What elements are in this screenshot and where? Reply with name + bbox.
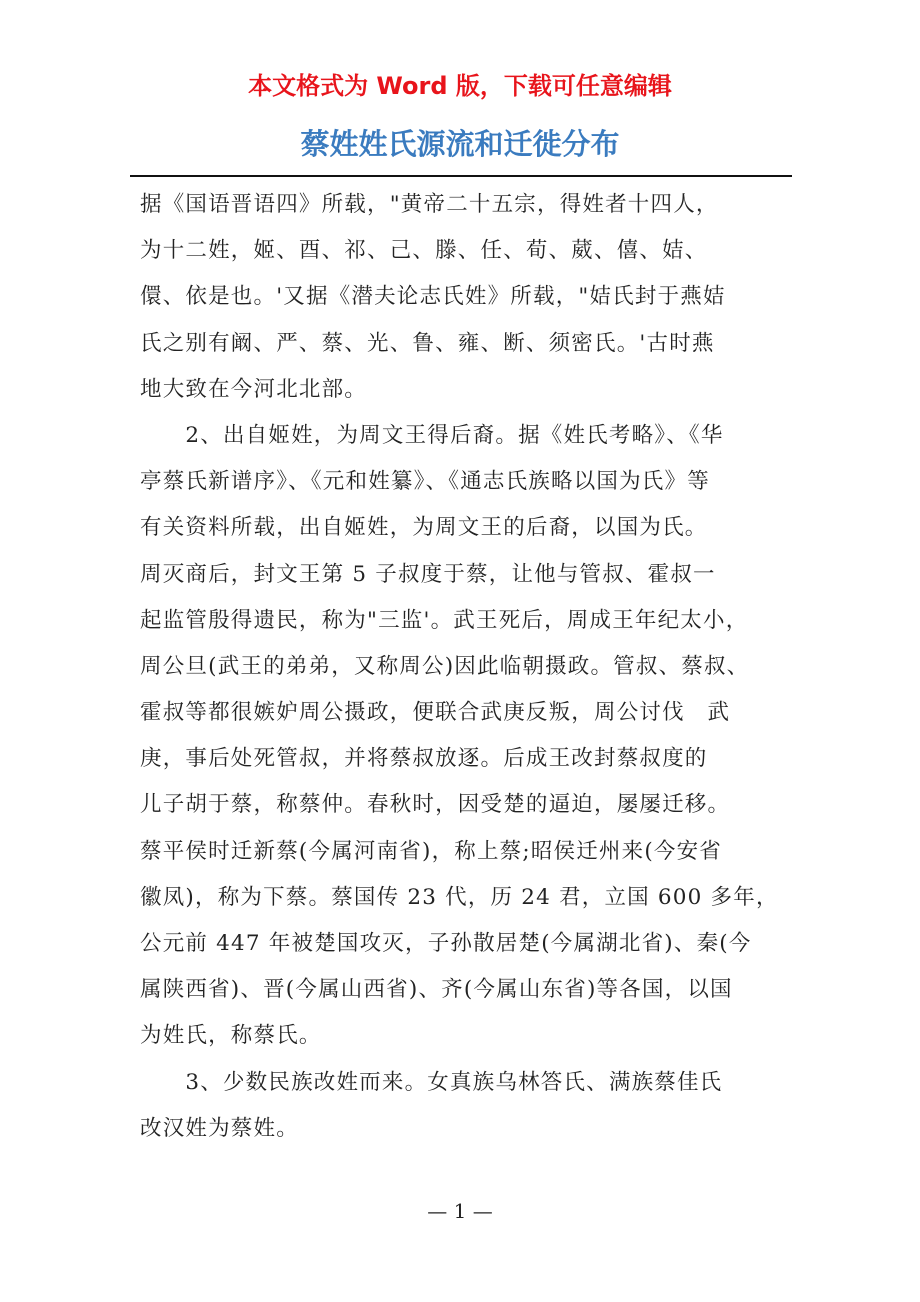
body-line: 为十二姓，姬、酉、祁、己、滕、任、荀、葳、僖、姞、 [140,238,708,264]
body-text [140,182,788,1152]
body-line: 改汉姓为蔡姓。 [140,1115,299,1141]
title-divider [130,175,792,177]
format-notice: 本文格式为 Word 版，下载可任意编辑 [248,72,672,100]
document-title: 蔡姓姓氏源流和迁徙分布 [300,127,620,161]
body-line: 3、少数民族改姓而来。女真族乌林答氏、满族蔡佳氏 [140,1069,723,1095]
body-line: 公元前 447 年被楚国攻灭，子孙散居楚(今属湖北省)、秦(今 [140,931,752,956]
page-number: — 1 — [427,1199,493,1223]
body-line: 霍叔等都很嫉妒周公摄政，便联合武庚反叛，周公讨伐 武 [140,700,731,726]
body-line: 起监管殷得遗民，称为"三监'。武王死后，周成王年纪太小， [140,607,749,633]
body-line: 有关资料所载，出自姬姓，为周文王的后裔，以国为氏。 [140,515,708,541]
body-line: 周公旦(武王的弟弟，又称周公)因此临朝摄政。管叔、蔡叔、 [140,653,750,679]
body-line: 徽凤)，称为下蔡。蔡国传 23 代，历 24 君，立国 600 多年， [140,884,779,910]
body-line: 庚，事后处死管叔，并将蔡叔放逐。后成王改封蔡叔度的 [140,746,708,772]
body-line: 周灭商后，封文王第 5 子叔度于蔡，让他与管叔、霍叔一 [140,561,716,587]
body-line: 儇、依是也。'又据《潜夫论志氏姓》所载，"姞氏封于燕姞 [140,284,726,310]
body-line: 据《国语晋语四》所载，"黄帝二十五宗，得姓者十四人， [140,192,719,217]
body-line: 为姓氏，称蔡氏。 [140,1023,322,1049]
body-line: 属陕西省)、晋(今属山西省)、齐(今属山东省)等各国，以国 [140,977,733,1003]
body-line: 蔡平侯时迁新蔡(今属河南省)，称上蔡;昭侯迁州来(今安省 [140,838,723,864]
body-line: 2、出自姬姓，为周文王得后裔。据《姓氏考略》、《华 [140,422,724,448]
body-line: 亭蔡氏新谱序》、《元和姓纂》、《通志氏族略以国为氏》等 [140,469,710,495]
body-line: 氏之别有阚、严、蔡、光、鲁、雍、断、须密氏。'古时燕 [140,330,715,356]
body-line: 儿子胡于蔡，称蔡仲。春秋时，因受楚的逼迫，屡屡迁移。 [140,792,731,818]
body-line: 地大致在今河北北部。 [140,376,368,402]
